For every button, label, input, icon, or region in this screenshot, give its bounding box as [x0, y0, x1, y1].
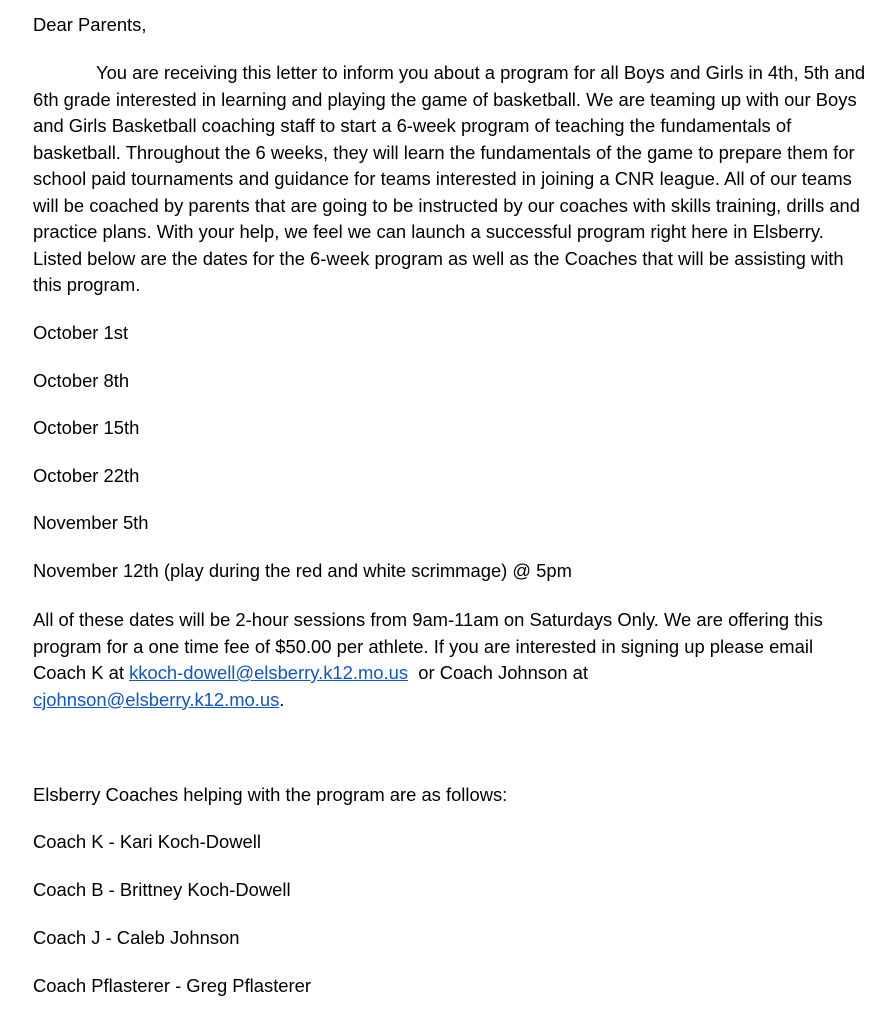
sessions-paragraph	[33, 607, 868, 713]
coach-item: Coach J - Caleb Johnson	[33, 927, 240, 948]
date-item: November 5th	[33, 512, 149, 533]
date-item: October 8th	[33, 370, 130, 391]
sessions-text: All of these dates will be 2-hour sessions from 9am-11am on Saturdays Only. We are offering this program for a one time fee of $50.00 per athlete. If you are interested in signing up please email Coach K at	[33, 609, 823, 683]
coach-item: Coach Pflasterer - Greg Pflasterer	[33, 975, 312, 996]
greeting: Dear Parents,	[33, 14, 147, 35]
sessions-text-end: .	[279, 688, 285, 710]
intro-paragraph: You are receiving this letter to inform you about a program for all Boys and Girls in 4th, 5th and 6th grade interested in learning and playing the game of basketball. We are teaming up with our Boys and Girls Basketball coaching staff to start a 6-week program of teaching the fundamentals of basketball. Throughout the 6 weeks, they will learn the fundamentals of the game to prepare them for school paid tournaments and guidance for teams interested in joining a CNR league. All of our teams will be coached by parents that are going to be instructed by our coaches with skills training, drills and practice plans. With your help, we feel we can launch a successful program right here in Elsberry. Listed below are the dates for the 6-week program as well as the Coaches that will be assisting with this program.	[33, 62, 866, 295]
coach-item: Coach K - Kari Koch-Dowell	[33, 831, 261, 852]
coaches-heading: Elsberry Coaches helping with the program are as follows:	[33, 784, 508, 805]
email-link-coach-k[interactable]: kkoch-dowell@elsberry.k12.mo.us	[129, 662, 409, 683]
coach-item: Coach B - Brittney Koch-Dowell	[33, 879, 291, 900]
date-item: October 22th	[33, 465, 140, 486]
sessions-text-middle: or Coach Johnson at	[408, 662, 594, 683]
date-item: November 12th (play during the red and white scrimmage) @ 5pm	[33, 560, 572, 581]
date-item: October 15th	[33, 417, 140, 438]
email-link-coach-johnson[interactable]: cjohnson@elsberry.k12.mo.us	[33, 688, 280, 710]
date-item: October 1st	[33, 322, 129, 343]
